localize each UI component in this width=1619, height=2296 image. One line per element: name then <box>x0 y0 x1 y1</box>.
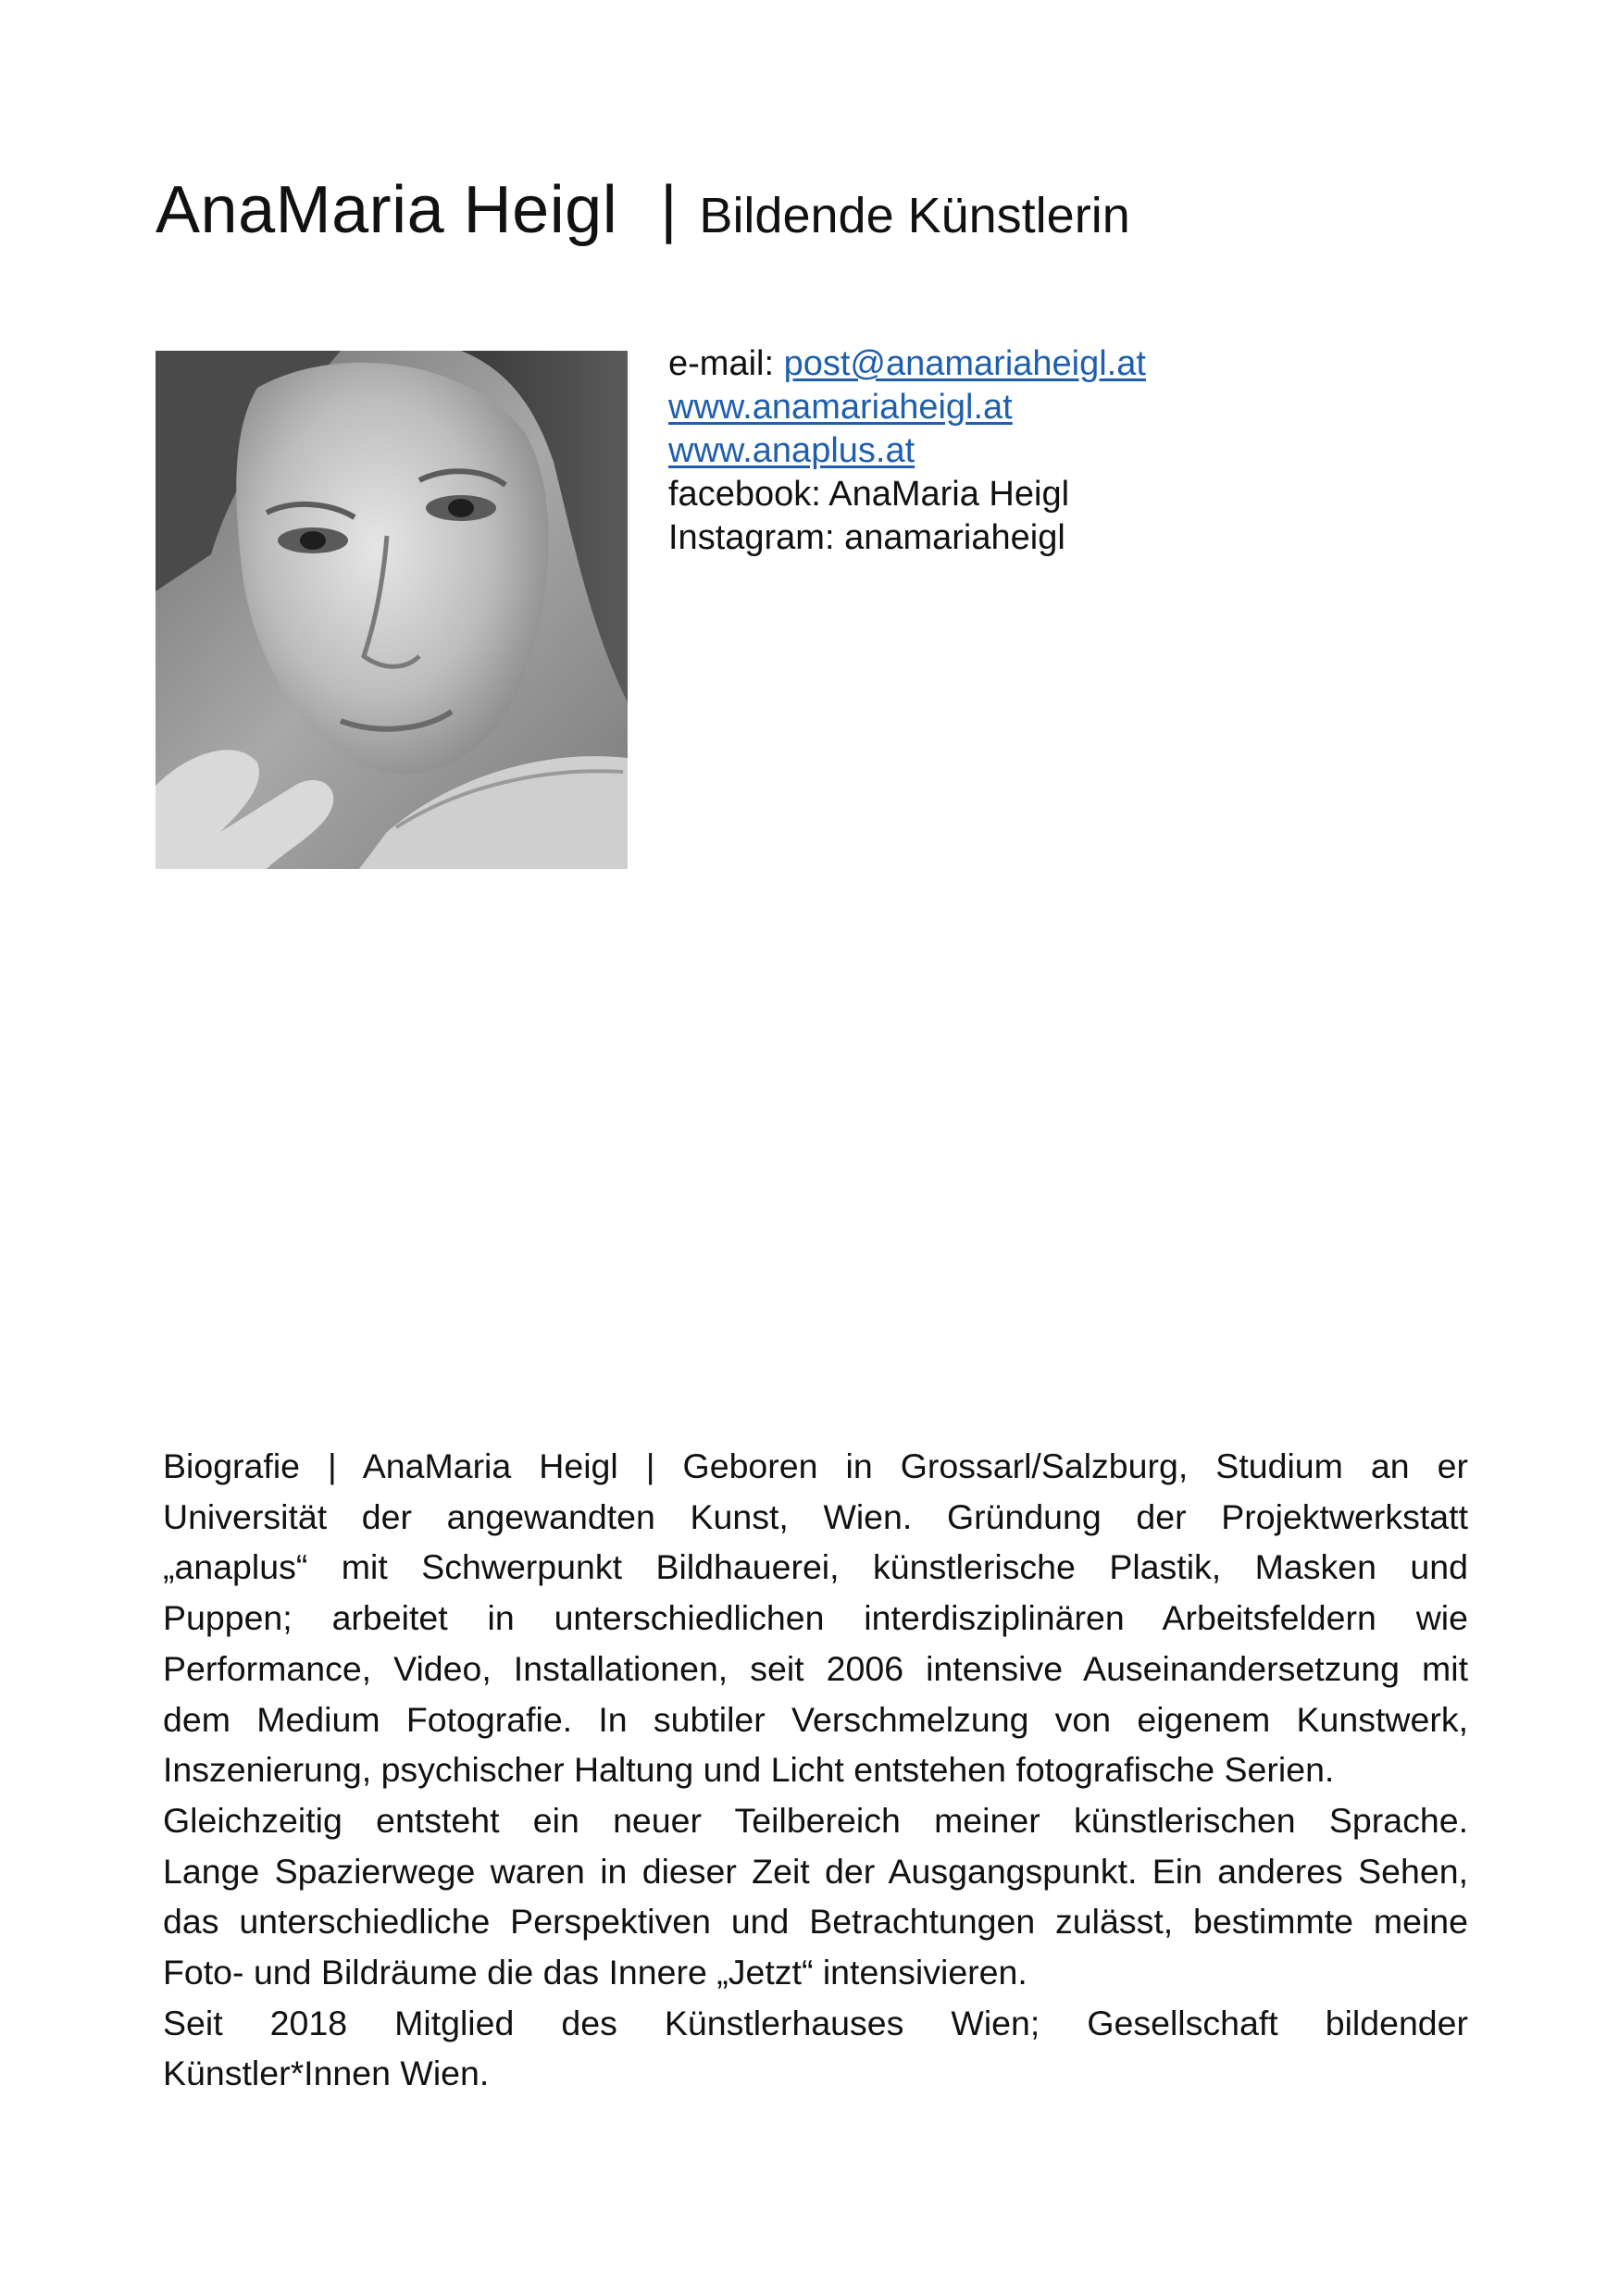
portrait-photo <box>156 351 628 869</box>
portrait-image <box>156 351 628 869</box>
bio-line: Lange Spazierwege waren in dieser Zeit der Ausgangspunkt. Ein anderes Sehen, <box>163 1851 1468 1891</box>
bio-line: Puppen; arbeitet in unterschiedlichen interdisziplinären Arbeitsfeldern wie <box>163 1598 1468 1638</box>
website-row-1 <box>668 386 1146 429</box>
artist-name: AnaMaria Heigl <box>156 173 618 247</box>
bio-line: Performance, Video, Installationen, seit 2006 intensive Auseinandersetzung mit <box>163 1648 1468 1688</box>
email-label: e-mail: <box>668 344 784 383</box>
biography <box>163 1441 1468 2099</box>
contact-block <box>668 342 1146 560</box>
email-link[interactable]: post@anamariaheigl.at <box>783 344 1146 383</box>
bio-line: Künstler*Innen Wien. <box>163 2054 490 2093</box>
bio-line: Biografie | AnaMaria Heigl | Geboren in Grossarl/Salzburg, Studium an er <box>163 1446 1468 1485</box>
page-header <box>156 172 1130 248</box>
email-row <box>668 342 1146 386</box>
bio-line: Seit 2018 Mitglied des Künstlerhauses Wien; Gesellschaft bildender <box>163 2003 1468 2042</box>
header-separator: | <box>660 172 678 244</box>
artist-role: Bildende Künstlerin <box>699 188 1130 243</box>
bio-line: das unterschiedliche Perspektiven und Betrachtungen zulässt, bestimmte meine <box>163 1902 1468 1942</box>
bio-line: dem Medium Fotografie. In subtiler Verschmelzung von eigenem Kunstwerk, <box>163 1699 1468 1739</box>
website-row-2 <box>668 429 1146 473</box>
bio-line: Foto- und Bildräume die das Innere „Jetzt“ intensivieren. <box>163 1953 1027 1992</box>
instagram-text: Instagram: anamariaheigl <box>668 518 1065 557</box>
bio-line: „anaplus“ mit Schwerpunkt Bildhauerei, künstlerische Plastik, Masken und <box>163 1547 1468 1587</box>
bio-line: Gleichzeitig entsteht ein neuer Teilbereich meiner künstlerischen Sprache. <box>163 1800 1468 1840</box>
website-link-anamariaheigl[interactable]: www.anamariaheigl.at <box>668 388 1013 427</box>
website-link-anaplus[interactable]: www.anaplus.at <box>668 431 915 470</box>
bio-line: Universität der angewandten Kunst, Wien. Gründung der Projektwerkstatt <box>163 1496 1468 1536</box>
bio-line: Inszenierung, psychischer Haltung und Licht entstehen fotografische Serien. <box>163 1750 1335 1790</box>
facebook-text: facebook: AnaMaria Heigl <box>668 475 1070 514</box>
